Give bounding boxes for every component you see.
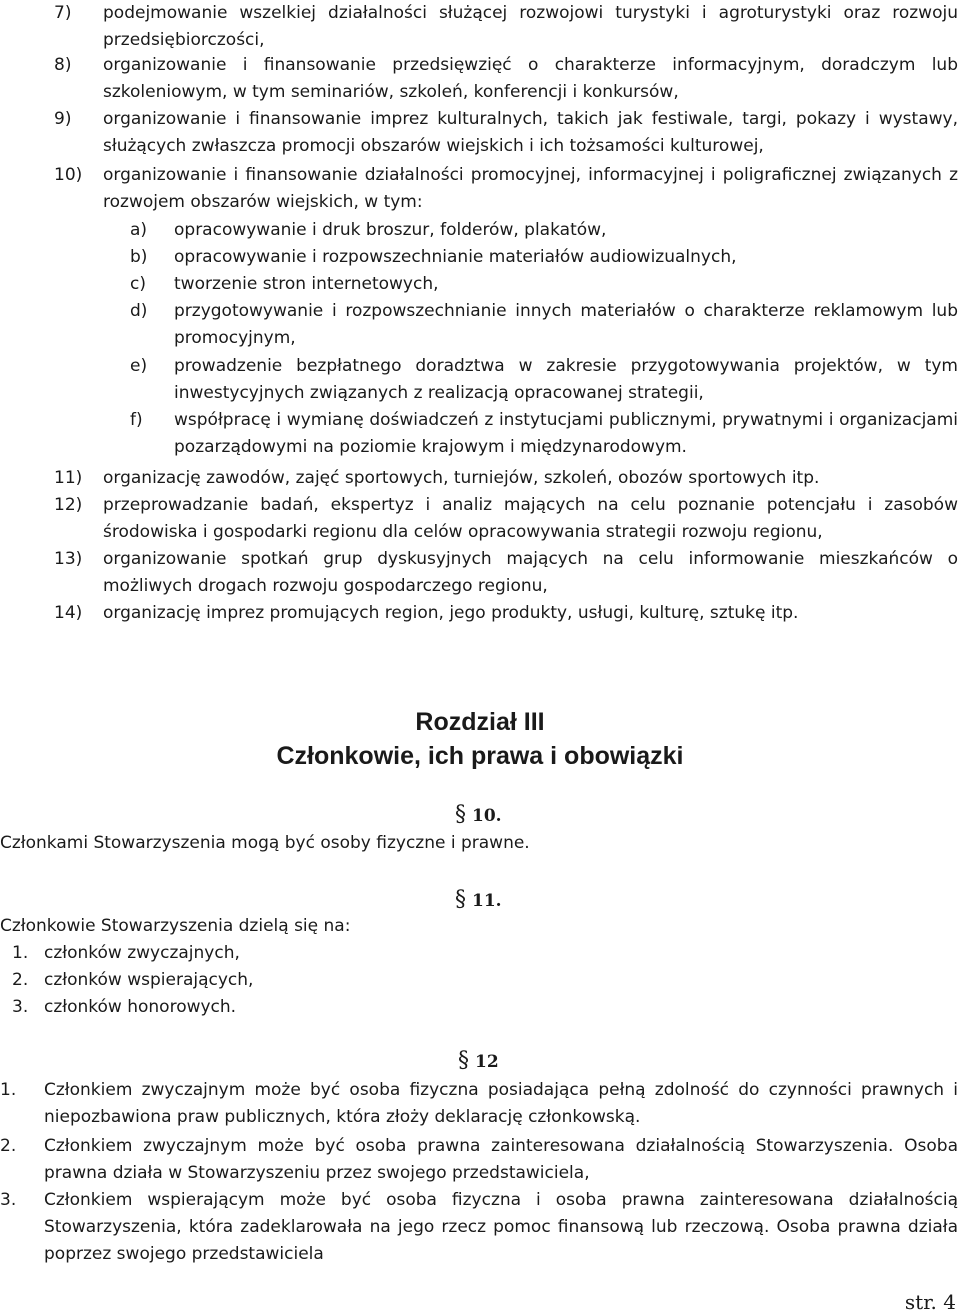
section-number: 12 (475, 1052, 499, 1072)
sub-item-letter: c) (130, 274, 146, 294)
list-number: 1. (12, 943, 29, 963)
item-number: 7) (54, 3, 72, 23)
sub-item-text: opracowywanie i rozpowszechnianie materiałów audiowizualnych, (174, 247, 737, 267)
item-text: organizowanie spotkań grup dyskusyjnych mających na celu informowanie mieszkańców o możliwych drogach rozwoju gospodarczego regionu, (103, 549, 958, 596)
item-number: 13) (54, 549, 83, 569)
list-text: Członkiem zwyczajnym może być osoba fizyczna posiadająca pełną zdolność do czynności prawnych i niepozbawiona praw publicznych, która złoży deklarację członkowską. (44, 1080, 958, 1127)
list-text: członków honorowych. (44, 997, 237, 1017)
section-number: 10. (472, 806, 502, 826)
section-number: 11. (472, 891, 502, 911)
item-number: 12) (54, 495, 83, 515)
section-11-heading (455, 887, 502, 912)
sub-item-text: przygotowywanie i rozpowszechnianie innych materiałów o charakterze reklamowym lub promocyjnym, (174, 301, 958, 348)
section-11-intro: Członkowie Stowarzyszenia dzielą się na: (0, 916, 351, 936)
list-number: 2. (0, 1136, 17, 1156)
sub-item-letter: a) (130, 220, 148, 240)
list-number: 1. (0, 1080, 17, 1100)
item-text: organizację imprez promujących region, jego produkty, usługi, kulturę, sztukę itp. (103, 603, 799, 623)
sub-item-letter: b) (130, 247, 148, 267)
list-text: członków zwyczajnych, (44, 943, 240, 963)
list-number: 3. (12, 997, 29, 1017)
item-number: 8) (54, 55, 72, 75)
list-number: 3. (0, 1190, 17, 1210)
item-number: 11) (54, 468, 83, 488)
item-number: 14) (54, 603, 83, 623)
section-symbol: § (455, 887, 466, 912)
sub-item-text: współpracę i wymianę doświadczeń z instytucjami publicznymi, prywatnymi i organizacjami pozarządowymi na poziomie krajowym i międzynarodowym. (174, 410, 958, 457)
list-text: Członkiem wspierającym może być osoba fizyczna i osoba prawna zainteresowana działalnością Stowarzyszenia, która zadeklarowała na jego rzecz pomoc finansową lub rzeczową. Osoba prawna działa poprzez swojego przedstawiciela (44, 1190, 958, 1264)
item-number: 9) (54, 109, 72, 129)
sub-item-text: tworzenie stron internetowych, (174, 274, 439, 294)
list-text: członków wspierających, (44, 970, 254, 990)
sub-item-letter: d) (130, 301, 148, 321)
item-text: organizację zawodów, zajęć sportowych, turniejów, szkoleń, obozów sportowych itp. (103, 468, 820, 488)
section-symbol: § (455, 802, 466, 827)
item-text: organizowanie i finansowanie działalności promocyjnej, informacyjnej i poligraficznej związanych z rozwojem obszarów wiejskich, w tym: (103, 165, 958, 212)
list-number: 2. (12, 970, 29, 990)
page-number: str. 4 (904, 1290, 956, 1314)
chapter-title: Rozdział III (415, 708, 545, 736)
section-10-heading (455, 802, 502, 827)
section-12-heading (458, 1048, 499, 1073)
sub-item-letter: e) (130, 356, 148, 376)
section-symbol: § (458, 1048, 469, 1073)
item-text: przeprowadzanie badań, ekspertyz i analiz mających na celu poznanie potencjału i zasobów środowiska i gospodarki regionu dla celów opracowywania strategii rozwoju regionu, (103, 495, 958, 542)
item-number: 10) (54, 165, 83, 185)
sub-item-text: opracowywanie i druk broszur, folderów, plakatów, (174, 220, 607, 240)
item-text: podejmowanie wszelkiej działalności służącej rozwojowi turystyki i agroturystyki oraz rozwoju przedsiębiorczości, (103, 3, 958, 50)
item-text: organizowanie i finansowanie imprez kulturalnych, takich jak festiwale, targi, pokazy i wystawy, służących zwłaszcza promocji obszarów wiejskich i ich tożsamości kulturowej, (103, 109, 958, 156)
chapter-subtitle: Członkowie, ich prawa i obowiązki (276, 742, 684, 770)
list-text: Członkiem zwyczajnym może być osoba prawna zainteresowana działalnością Stowarzyszenia. Osoba prawna działa w Stowarzyszeniu przez swojego przedstawiciela, (44, 1136, 958, 1183)
section-10-text: Członkami Stowarzyszenia mogą być osoby fizyczne i prawne. (0, 833, 530, 853)
sub-item-text: prowadzenie bezpłatnego doradztwa w zakresie przygotowywania projektów, w tym inwestycyjnych związanych z realizacją opracowanej strategii, (174, 356, 958, 403)
item-text: organizowanie i finansowanie przedsięwzięć o charakterze informacyjnym, doradczym lub szkoleniowym, w tym seminariów, szkoleń, konferencji i konkursów, (103, 55, 958, 102)
sub-item-letter: f) (130, 410, 143, 430)
